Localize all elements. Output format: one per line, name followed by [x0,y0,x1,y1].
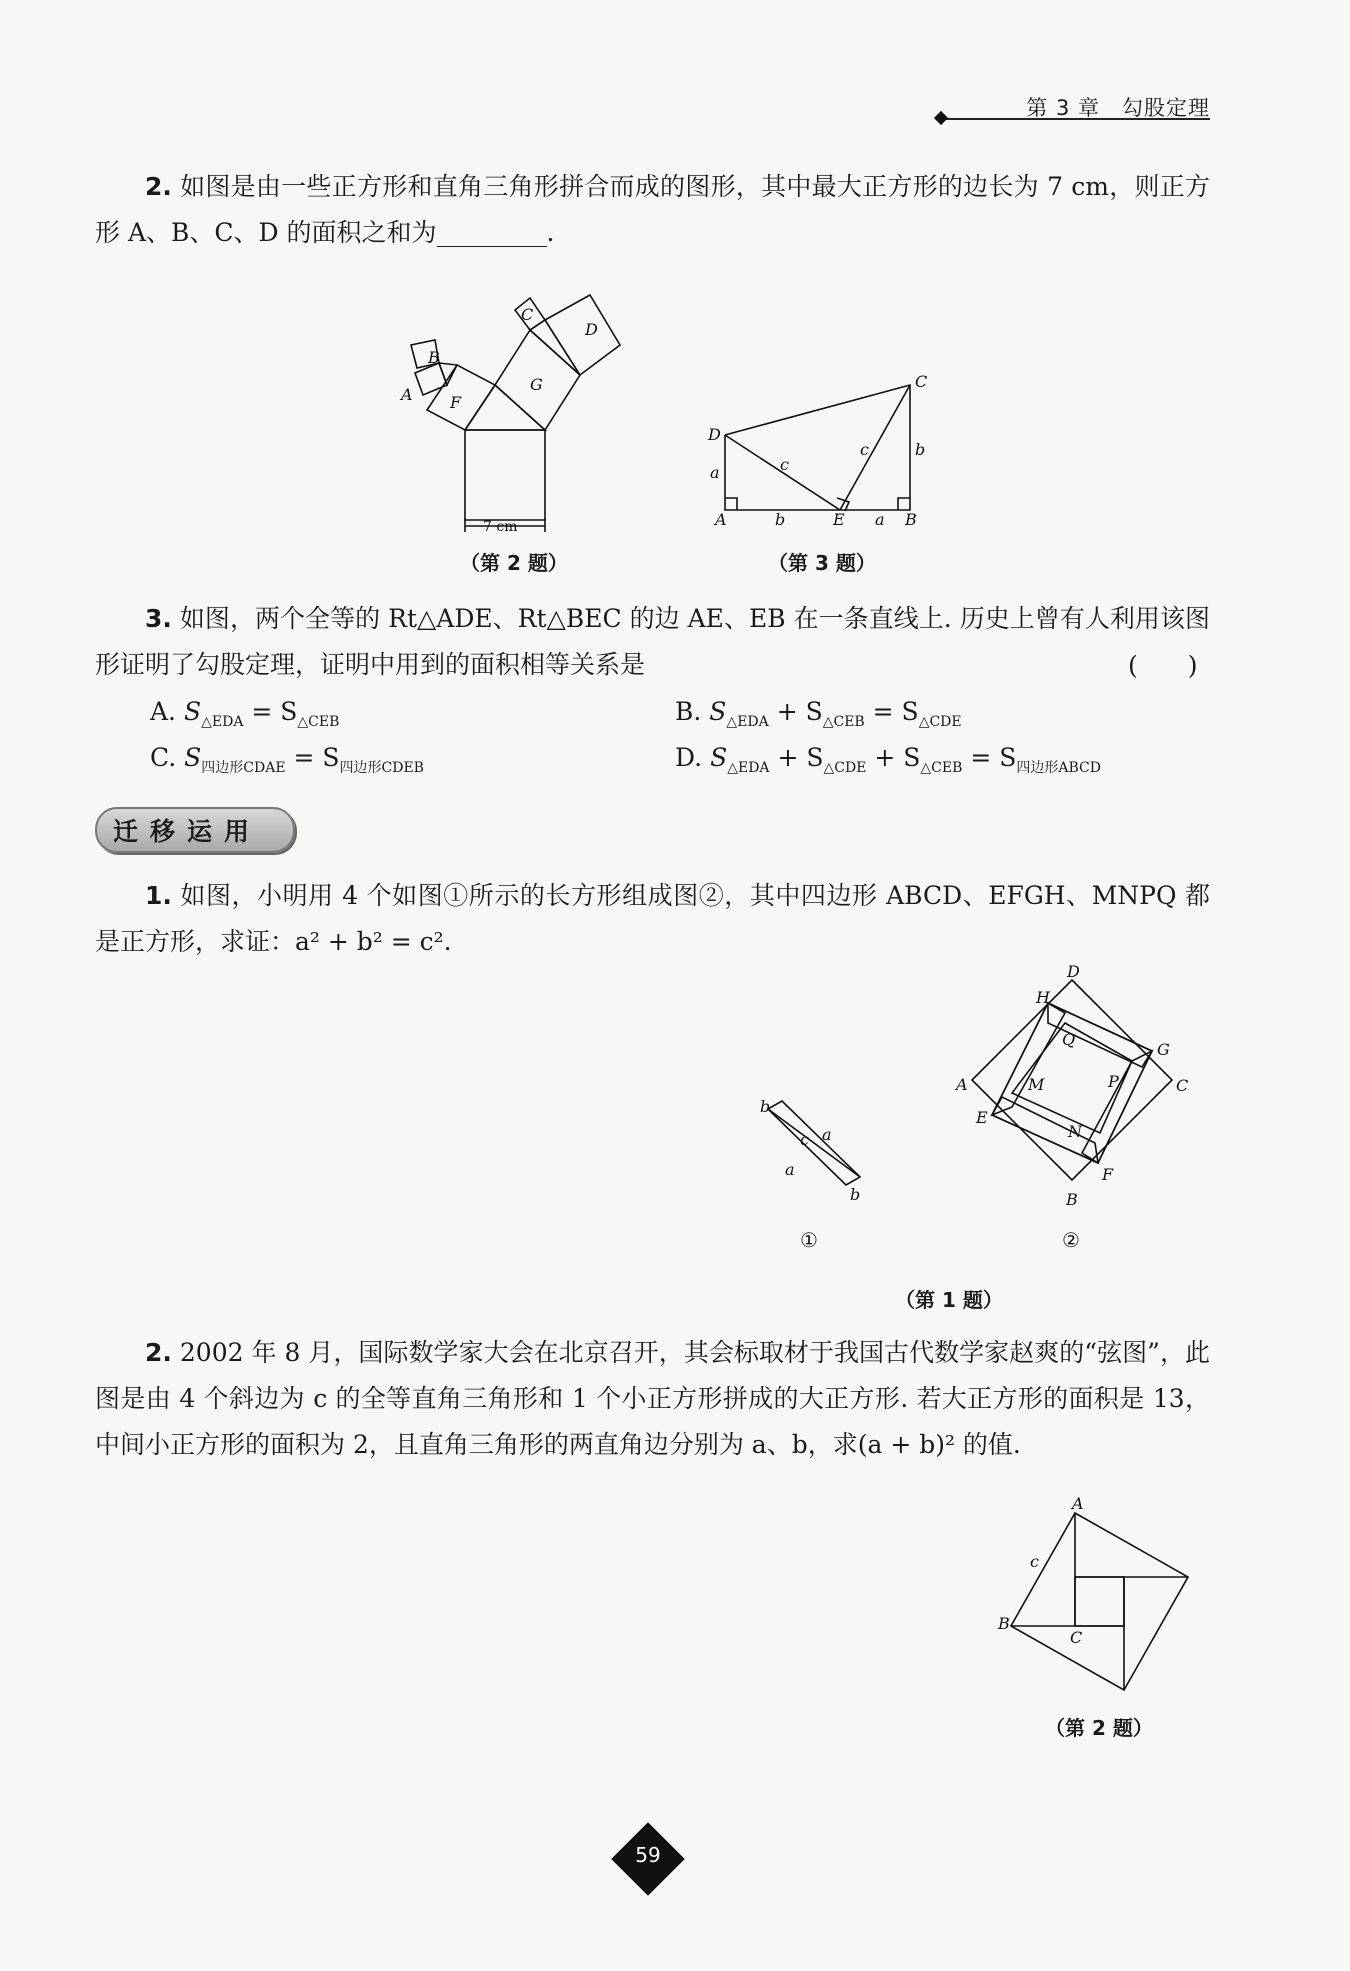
question-text: 如图，两个全等的 Rt△ADE、Rt△BEC 的边 AE、EB 在一条直线上. 历史上曾有人利用该图形证明了勾股定理，证明中用到的面积相等关系是 [95,604,1210,679]
label-a-right: a [822,1125,832,1144]
label-P: P [1108,1072,1119,1091]
label-N: N [1068,1122,1082,1141]
large-square [1011,1513,1188,1690]
label-F: F [450,393,462,412]
small-square [1075,1577,1124,1626]
label-A: A [715,510,727,529]
label-E: E [976,1108,988,1127]
transfer-question-2 [95,1330,1210,1468]
label-C: C [915,372,928,391]
label-A: A [1072,1495,1084,1513]
label-a-left: a [710,463,720,482]
answer-parentheses: ( ) [1128,651,1198,680]
label-B: B [1066,1190,1078,1209]
label-a-left: a [785,1160,795,1179]
label-M: M [1028,1075,1045,1094]
dimension-label: 7 cm [483,519,518,535]
largest-square [465,430,545,520]
option-B: B. $S_{\triangle EDA} + S_{\triangle CEB} = S_{\triangle CDE}$ [675,697,962,730]
question-text: 如图是由一些正方形和直角三角形拼合而成的图形，其中最大正方形的边长为 7 cm，则正方形 A、B、C、D 的面积之和为 [95,172,1211,247]
label-B: B [905,510,917,529]
figure-q3 [700,370,940,535]
caption-t1: （第 1 题） [895,1288,1003,1312]
label-a-bottom: a [875,510,885,529]
label-D: D [585,320,598,339]
figure-label-1: ① [800,1228,818,1252]
label-c: c [800,1130,809,1149]
label-D: D [708,425,721,444]
segment-EC [840,385,910,510]
answer-blank [437,220,547,247]
label-A: A [401,385,413,404]
section-title: 迁移运用 [95,807,295,853]
page-number: 59 [635,1843,661,1867]
option-C: C. $S_{四边形CDAE} = S_{四边形CDEB}$ [150,743,424,776]
header-rule [942,118,1210,120]
question-text-end: . [546,218,555,247]
label-C: C [1070,1628,1083,1647]
label-b-bottom: b [775,510,786,529]
header-diamond-icon [934,111,948,125]
square-D [545,295,620,375]
label-F: F [1102,1165,1114,1184]
trapezoid-outline [725,385,910,510]
chapter-header: 第 3 章 勾股定理 [1026,96,1210,120]
diagonal-c [768,1109,860,1177]
question-2 [95,164,1210,256]
label-G: G [1157,1040,1170,1059]
label-B: B [998,1614,1010,1633]
label-A: A [956,1075,968,1094]
question-number: 2. [145,1338,172,1367]
figure-rectangle-1 [750,1095,880,1215]
label-D: D [1067,965,1080,981]
question-number: 1. [145,881,172,910]
label-E: E [833,510,845,529]
question-text: 如图，小明用 4 个如图①所示的长方形组成图②，其中四边形 ABCD、EFGH、MNPQ 都是正方形，求证：a² + b² = c². [95,881,1210,956]
label-C: C [521,305,534,324]
square-ABCD [972,980,1172,1180]
figure-label-2: ② [1062,1228,1080,1252]
triangle-small-left [439,363,457,385]
label-B: B [428,348,440,367]
option-D: D. $S_{\triangle EDA} + S_{\triangle CDE} + S_{\triangle CEB} = S_{四边形ABCD}$ [675,743,1101,776]
question-3 [95,596,1210,688]
label-C: C [1176,1076,1189,1095]
label-c-DE: c [780,455,789,474]
question-text: 2002 年 8 月，国际数学家大会在北京召开，其会标取材于我国古代数学家赵爽的“弦图”，此图是由 4 个斜边为 c 的全等直角三角形和 1 个小正方形拼成的大正方形. 若大正方形的面积是 13，中间小正方形的面积为 2，且直角三角形的两直角边分别为 a、b，求(a + b)² 的值. [95,1338,1210,1459]
transfer-question-1 [95,873,1210,965]
option-A: A. $S_{\triangle EDA} = S_{\triangle CEB}$ [150,697,340,730]
caption-t2: （第 2 题） [1045,1716,1153,1740]
label-b-bottom: b [850,1185,861,1204]
label-Q: Q [1062,1030,1076,1049]
question-number: 2. [145,172,172,201]
figure-string-diagram [990,1495,1200,1695]
label-c: c [1030,1552,1039,1571]
question-number: 3. [145,604,172,633]
figure-nested-squares [950,965,1200,1220]
label-b-top: b [760,1097,771,1116]
label-b-right: b [915,440,926,459]
triangle-upper [530,320,580,375]
caption-q3: （第 3 题） [768,551,876,575]
figure-q2 [395,290,650,535]
label-H: H [1036,988,1050,1007]
caption-q2: （第 2 题） [460,551,568,575]
label-c-EC: c [860,440,869,459]
label-G: G [530,375,543,394]
